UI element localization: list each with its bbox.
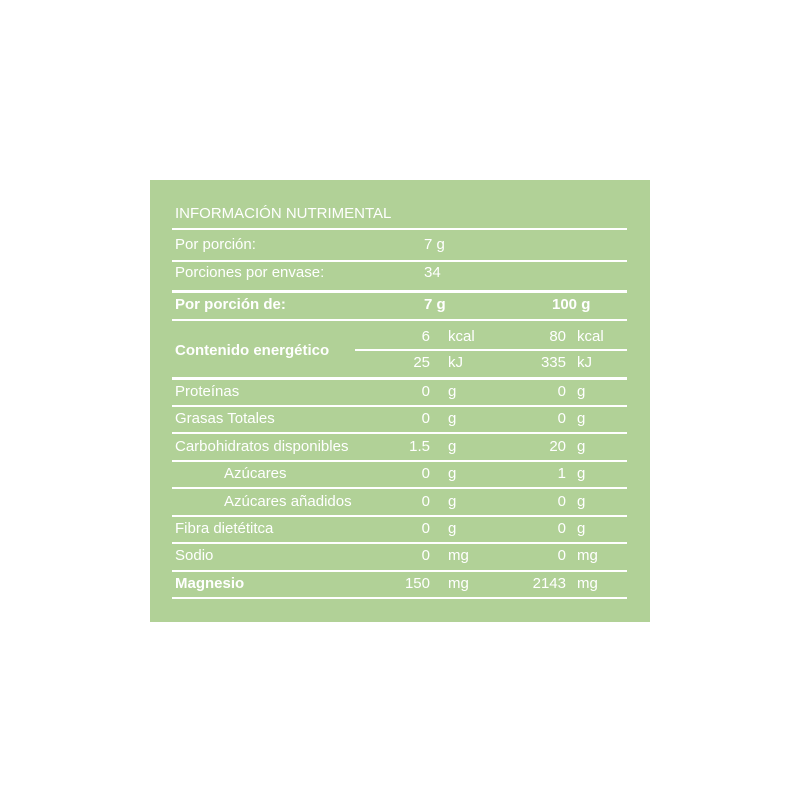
divider (172, 405, 627, 407)
row-label-proteins: Proteínas (175, 383, 240, 400)
row-value-portion: 0 (421, 410, 430, 427)
row-value-100g: 20 (549, 438, 566, 455)
divider (172, 487, 627, 489)
row-unit-100g: g (577, 383, 586, 400)
divider (172, 570, 627, 572)
energy-kcal-portion: 6 (421, 328, 430, 345)
row-unit-portion: g (448, 410, 457, 427)
divider (172, 228, 627, 230)
divider (172, 542, 627, 544)
row-value-portion: 0 (421, 383, 430, 400)
row-unit-100g: g (577, 520, 586, 537)
divider (172, 432, 627, 434)
row-label-added-sugars: Azúcares añadidos (224, 493, 352, 510)
divider (172, 319, 627, 321)
per-portion-header: Por porción de: (175, 296, 286, 313)
energy-kj-unit-100g: kJ (577, 354, 592, 371)
row-value-portion: 0 (421, 547, 430, 564)
row-unit-portion: g (448, 383, 457, 400)
row-unit-portion: g (448, 465, 457, 482)
energy-label: Contenido energético (175, 342, 330, 359)
divider (172, 290, 627, 293)
divider (172, 260, 627, 262)
row-value-portion: 0 (421, 493, 430, 510)
row-unit-portion: mg (448, 547, 469, 564)
divider (172, 597, 627, 599)
row-unit-100g: g (577, 493, 586, 510)
row-unit-portion: g (448, 493, 457, 510)
energy-kcal-unit-100g: kcal (577, 328, 604, 345)
servings-per-pack-label: Porciones por envase: (175, 264, 325, 281)
row-value-portion: 0 (421, 520, 430, 537)
energy-kj-portion: 25 (413, 354, 430, 371)
energy-kj-unit: kJ (448, 354, 463, 371)
row-label-sugars: Azúcares (224, 465, 287, 482)
row-value-100g: 0 (557, 547, 566, 564)
row-label-magnesium: Magnesio (175, 575, 245, 592)
serving-value: 7 g (424, 236, 445, 253)
row-unit-100g: mg (577, 575, 598, 592)
column-header-100g: 100 g (552, 296, 591, 313)
row-value-100g: 0 (557, 410, 566, 427)
row-unit-portion: mg (448, 575, 469, 592)
divider (172, 460, 627, 462)
row-unit-portion: g (448, 520, 457, 537)
serving-label: Por porción: (175, 236, 256, 253)
row-label-total-fat: Grasas Totales (175, 410, 275, 427)
row-value-100g: 1 (557, 465, 566, 482)
row-value-portion: 150 (404, 575, 430, 592)
divider (172, 377, 627, 380)
energy-kcal-100g: 80 (549, 328, 566, 345)
energy-kcal-unit: kcal (448, 328, 475, 345)
row-label-carbohydrates: Carbohidratos disponibles (175, 438, 349, 455)
row-value-100g: 0 (557, 520, 566, 537)
column-header-portion: 7 g (424, 296, 446, 313)
table-title: INFORMACIÓN NUTRIMENTAL (175, 205, 392, 222)
row-unit-100g: g (577, 465, 586, 482)
row-unit-portion: g (448, 438, 457, 455)
row-value-100g: 0 (557, 383, 566, 400)
row-value-100g: 2143 (532, 575, 566, 592)
divider (355, 349, 627, 351)
row-unit-100g: g (577, 438, 586, 455)
row-value-portion: 1.5 (409, 438, 430, 455)
row-value-100g: 0 (557, 493, 566, 510)
servings-per-pack-value: 34 (424, 264, 441, 281)
row-unit-100g: g (577, 410, 586, 427)
energy-kj-100g: 335 (540, 354, 566, 371)
row-unit-100g: mg (577, 547, 598, 564)
row-value-portion: 0 (421, 465, 430, 482)
row-label-sodium: Sodio (175, 547, 214, 564)
row-label-fiber: Fibra dietétitca (175, 520, 274, 537)
nutrition-table (150, 180, 650, 622)
divider (172, 515, 627, 517)
